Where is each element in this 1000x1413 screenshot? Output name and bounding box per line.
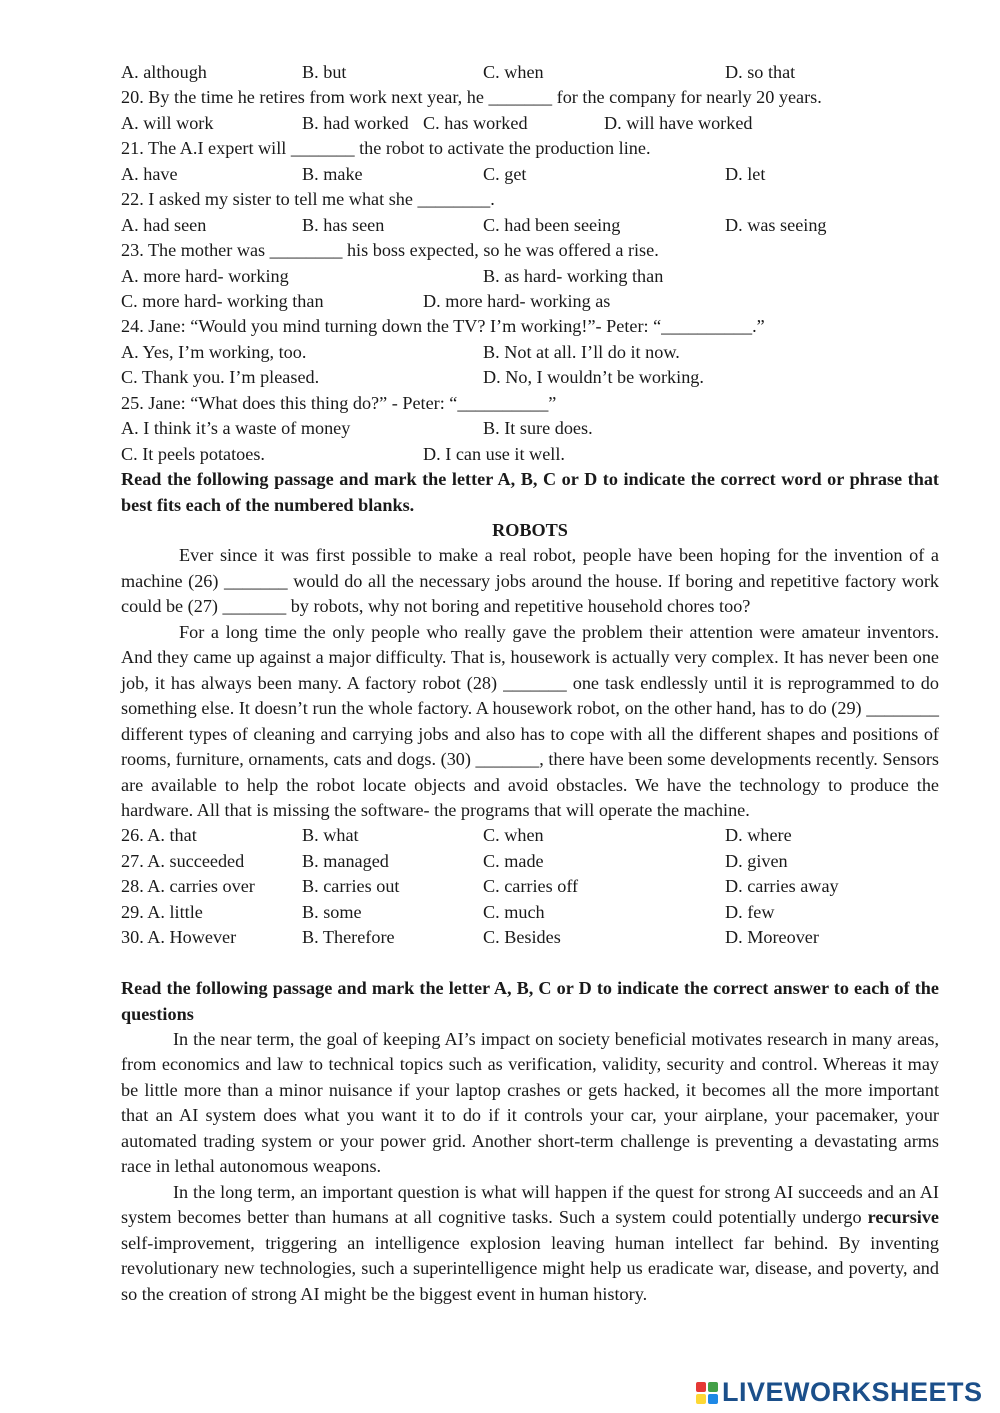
option-d[interactable]: D. I can use it well. <box>423 443 565 464</box>
option-a[interactable]: 29. A. little <box>121 901 203 922</box>
question-22-options <box>121 213 939 238</box>
question-23-options-ab <box>121 264 939 289</box>
section-2-instruction: Read the following passage and mark the letter A, B, C or D to indicate the correct answer to each of the questions <box>121 978 939 1024</box>
option-b[interactable]: B. make <box>302 163 363 184</box>
option-d[interactable]: D. where <box>725 825 792 846</box>
option-d[interactable]: D. was seeing <box>725 214 827 235</box>
question-25-options-cd <box>121 442 939 467</box>
question-25-stem: 25. Jane: “What does this thing do?” - Peter: “__________” <box>121 392 557 413</box>
option-c[interactable]: C. Thank you. I’m pleased. <box>121 367 320 388</box>
option-d[interactable]: D. let <box>725 163 766 184</box>
question-29-options <box>121 900 939 925</box>
question-19-options <box>121 60 939 85</box>
option-d[interactable]: D. given <box>725 850 788 871</box>
question-24-options-cd <box>121 365 939 390</box>
option-b[interactable]: B. has seen <box>302 214 385 235</box>
question-20-stem: 20. By the time he retires from work next year, he _______ for the company for nearly 20 years. <box>121 87 822 108</box>
question-21-stem: 21. The A.I expert will _______ the robot to activate the production line. <box>121 138 651 159</box>
reading-paragraph-1: In the near term, the goal of keeping AI’s impact on society beneficial motivates research in many areas, from economics and law to technical topics such as verification, validity, security and control. Whereas it may be little more than a minor nuisance if your laptop crashes or gets hacked, it becomes all the more important that an AI system does what you want it to do if it controls your car, your airplane, your pacemaker, your automated trading system or your power grid. Another short-term challenge is preventing a devastating arms race in lethal autonomous weapons. <box>121 1028 939 1177</box>
liveworksheets-logo-icon <box>696 1382 718 1404</box>
option-c[interactable]: C. more hard- working than <box>121 291 324 311</box>
option-a[interactable]: 27. A. succeeded <box>121 850 245 871</box>
option-d[interactable]: D. few <box>725 901 775 922</box>
question-25-options-ab <box>121 416 939 441</box>
question-24-options-ab <box>121 340 939 365</box>
section-1-instruction: Read the following passage and mark the letter A, B, C or D to indicate the correct word or phrase that best fits each of the numbered blanks. <box>121 469 939 515</box>
option-a[interactable]: A. had seen <box>121 214 207 235</box>
option-c[interactable]: C. when <box>483 825 544 846</box>
option-b[interactable]: B. managed <box>302 850 389 871</box>
option-b[interactable]: B. as hard- working than <box>483 265 664 286</box>
logo-square <box>708 1382 718 1392</box>
passage-paragraph-1: Ever since it was first possible to make a real robot, people have been hoping for the invention of a machine (26) _______ would do all the necessary jobs around the house. If boring and repetitive factory work could be (27) _______ by robots, why not boring and repetitive household chores too? <box>121 545 939 617</box>
option-b[interactable]: B. had worked <box>302 112 409 133</box>
option-a[interactable]: A. Yes, I’m working, too. <box>121 341 307 362</box>
option-c[interactable]: C. much <box>483 901 545 922</box>
option-a[interactable]: 30. A. However <box>121 927 237 948</box>
question-26-options <box>121 823 939 848</box>
option-c[interactable]: C. It peels potatoes. <box>121 443 265 464</box>
question-23-options-cd <box>121 289 939 314</box>
option-b[interactable]: B. Therefore <box>302 927 395 948</box>
logo-square <box>708 1394 718 1404</box>
option-a[interactable]: 26. A. that <box>121 825 197 846</box>
option-b[interactable]: B. Not at all. I’ll do it now. <box>483 341 680 362</box>
passage-paragraph-2: For a long time the only people who really gave the problem their attention were amateur inventors. And they came up against a major difficulty. That is, housework is actually very complex. It has never been one job, it has always been many. A factory robot (28) _______ one task endlessly until it is reprogrammed to do something else. It doesn’t run the whole factory. A housework robot, on the other hand, has to do (29) ________ different types of cleaning and carrying jobs and also has to cope with all the different shapes and positions of rooms, furniture, ornaments, cats and dogs. (30) _______, there have been some developments recently. Sensors are available to help the robot locate objects and avoid obstacles. We have the technology to produce the hardware. All that is missing the software- the programs that will operate the machine. <box>121 621 939 820</box>
option-d[interactable]: D. No, I wouldn’t be working. <box>483 367 704 388</box>
option-d[interactable]: D. will have worked <box>604 112 753 133</box>
paragraph-2-text-end: self-improvement, triggering an intelligence explosion leaving human intellect far behind. By inventing revolutionary new technologies, such a superintelligence might help us eradicate war, disease, and poverty, and so the creation of strong AI might be the biggest event in human history. <box>121 1232 939 1304</box>
option-b[interactable]: B. It sure does. <box>483 418 593 439</box>
option-b[interactable]: B. what <box>302 825 359 846</box>
option-a[interactable]: 28. A. carries over <box>121 876 255 897</box>
option-c[interactable]: C. has worked <box>423 112 528 133</box>
question-22-stem: 22. I asked my sister to tell me what she ________. <box>121 189 495 210</box>
option-a[interactable]: A. more hard- working <box>121 265 289 286</box>
option-a[interactable]: A. will work <box>121 112 214 133</box>
option-a[interactable]: A. although <box>121 62 207 82</box>
question-20-options <box>121 111 939 136</box>
option-c[interactable]: C. had been seeing <box>483 214 621 235</box>
paragraph-2-text-start: In the long term, an important question is what will happen if the quest for strong AI succeeds and an AI system becomes better than humans at all cognitive tasks. Such a system could potentially undergo <box>121 1181 939 1228</box>
option-b[interactable]: B. but <box>302 62 347 82</box>
option-c[interactable]: C. get <box>483 163 527 184</box>
liveworksheets-watermark <box>696 1377 983 1409</box>
option-a[interactable]: A. I think it’s a waste of money <box>121 418 351 439</box>
option-c[interactable]: C. when <box>483 62 544 82</box>
question-30-options <box>121 925 939 950</box>
option-c[interactable]: C. carries off <box>483 876 579 897</box>
reading-paragraph-2 <box>121 1180 939 1307</box>
question-21-options <box>121 162 939 187</box>
spacer <box>121 951 939 976</box>
question-23-stem: 23. The mother was ________ his boss expected, so he was offered a rise. <box>121 240 659 261</box>
option-d[interactable]: D. more hard- working as <box>423 291 611 311</box>
option-d[interactable]: D. carries away <box>725 876 839 897</box>
question-28-options <box>121 874 939 899</box>
option-a[interactable]: A. have <box>121 163 178 184</box>
option-c[interactable]: C. Besides <box>483 927 561 948</box>
option-b[interactable]: B. carries out <box>302 876 400 897</box>
watermark-text: LIVEWORKSHEETS <box>722 1377 983 1408</box>
worksheet-page <box>121 60 939 1307</box>
option-b[interactable]: B. some <box>302 901 362 922</box>
question-27-options <box>121 849 939 874</box>
option-d[interactable]: D. so that <box>725 62 796 82</box>
logo-square <box>696 1394 706 1404</box>
question-24-stem: 24. Jane: “Would you mind turning down the TV? I’m working!”- Peter: “__________.” <box>121 316 765 337</box>
logo-square <box>696 1382 706 1392</box>
passage-title: ROBOTS <box>492 520 568 540</box>
option-c[interactable]: C. made <box>483 850 544 871</box>
option-d[interactable]: D. Moreover <box>725 927 819 948</box>
highlighted-word-recursive: recursive <box>867 1207 939 1228</box>
